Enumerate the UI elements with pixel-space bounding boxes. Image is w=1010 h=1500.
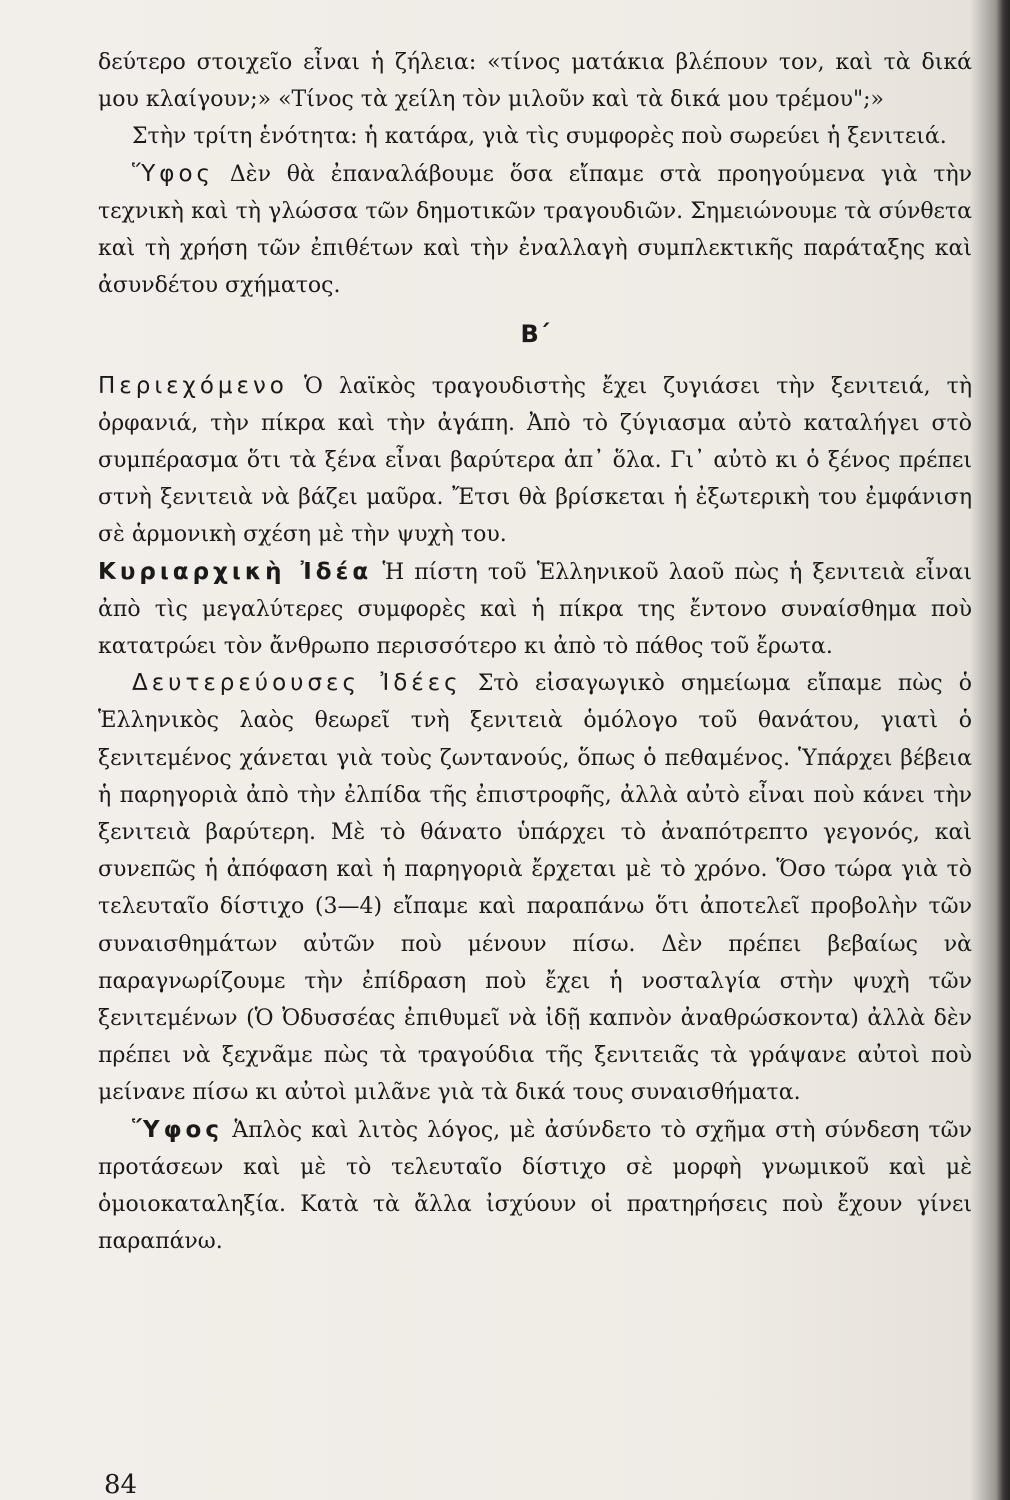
page-edge-shadow	[996, 0, 1010, 1500]
text-periexomeno: Ὁ λαϊκὸς τραγουδιστὴς ἔχει ζυγιάσει τὴν ξενιτειά, τὴ ὀρφανιά, τὴν πίκρα καὶ τὴν ἀγάπη. Ἀπὸ τὸ ζύγιασμα αὐτὸ καταλήγει στὸ συμπέρασμα ὅτι τὰ ξένα εἶναι βαρύτερα ἀπ᾽ ὅλα. Γι᾽ αὐτὸ κι ὁ ξένος πρέπει στνὴ ξενιτειὰ νὰ βάζει μαῦρα. Ἔτσι θὰ βρίσκεται ἡ ἐξωτερικὴ του ἐμφάνιση σὲ ἁρμονικὴ σχέση μὲ τὴν ψυχὴ του.	[98, 373, 972, 548]
page-body	[98, 44, 972, 1261]
section-letter: Β΄	[520, 320, 550, 349]
heading-yfos-a: Ὕφος	[132, 160, 215, 187]
page-number: 84	[104, 1470, 138, 1500]
heading-yfos-b: Ὕφος	[132, 1116, 223, 1143]
paragraph-periexomeno	[98, 368, 972, 554]
paragraph-yfos-b	[98, 1112, 972, 1261]
text-kyriarxiki: Ἡ πίστη τοῦ Ἑλληνικοῦ λαοῦ πὼς ἡ ξενιτειὰ εἶναι ἀπὸ τὶς μεγαλύτερες συμφορὲς καὶ ἡ πίκρα της ἔντονο συναίσθημα ποὺ κατατρώει τὸν ἄνθρωπο περισσότερο κι ἀπὸ τὸ πάθος τοῦ ἔρωτα.	[98, 559, 972, 660]
heading-kyriarxiki: Κυριαρχικὴ Ἰδέα	[98, 558, 373, 585]
text-yfos-a: Δὲν θὰ ἐπαναλάβουμε ὅσα εἴπαμε στὰ προηγούμενα γιὰ τὴν τεχνικὴ καὶ τὴ γλώσσα τῶν δημοτικῶν τραγουδιῶν. Σημειώνουμε τὰ σύνθετα καὶ τὴ χρήση τῶν ἐπιθέτων καὶ τὴν ἐναλλαγὴ συμπλεκτικῆς παράταξης καὶ ἀσυνδέτου σχήματος.	[98, 161, 972, 299]
text-yfos-b: Ἁπλὸς καὶ λιτὸς λόγος, μὲ ἀσύνδετο τὸ σχῆμα στὴ σύνδεση τῶν προτάσεων καὶ μὲ τὸ τελευταῖο δίστιχο σὲ μορφὴ γνωμικοῦ καὶ μὲ ὁμοιοκαταληξία. Κατὰ τὰ ἄλλα ἰσχύουν οἱ πρατηρήσεις ποὺ ἔχουν γίνει παραπάνω.	[98, 1117, 972, 1255]
paragraph-kyriarxiki	[98, 554, 972, 666]
heading-deutereuouses: Δευτερεύουσες Ἰδέες	[132, 670, 462, 697]
paragraph-deutereuouses	[98, 665, 972, 1111]
text-deutereuouses: Στὸ εἰσαγωγικὸ σημείωμα εἴπαμε πὼς ὁ Ἑλληνικὸς λαὸς θεωρεῖ τνὴ ξενιτειὰ ὁμόλογο τοῦ θανάτου, γιατὶ ὁ ξενιτεμένος χάνεται γιὰ τοὺς ζωντανούς, ὅπως ὁ πεθαμένος. Ὑπάρχει βέβεια ἡ παρηγοριὰ ἀπὸ τὴν ἐλπίδα τῆς ἐπιστροφῆς, ἀλλὰ αὐτὸ εἶναι ποὺ κάνει τὴν ξενιτειὰ βαρύτερη. Μὲ τὸ θάνατο ὑπάρχει τὸ ἀναπότρεπτο γεγονός, καὶ συνεπῶς ἡ ἀπόφαση καὶ ἡ παρηγοριὰ ἔρχεται μὲ τὸ χρόνο. Ὅσο τώρα γιὰ τὸ τελευταῖο δίστιχο (3—4) εἴπαμε καὶ παραπάνω ὅτι ἀποτελεῖ προβολὴν τῶν συναισθημάτων αὐτῶν ποὺ μένουν πίσω. Δὲν πρέπει βεβαίως νὰ παραγνωρίζουμε τὴν ἐπίδραση ποὺ ἔχει ἡ νοσταλγία στὴν ψυχὴ τῶν ξενιτεμένων (Ὁ Ὀδυσσέας ἐπιθυμεῖ νὰ ἰδῇ καπνὸν ἀναθρώσκοντα) ἀλλὰ δὲν πρέπει νὰ ξεχνᾶμε πὼς τὰ τραγούδια τῆς ξενιτειᾶς τὰ γράψανε αὐτοὶ ποὺ μείνανε πίσω κι αὐτοὶ μιλᾶνε γιὰ τὰ δικά τους συναισθήματα.	[98, 671, 973, 1106]
paragraph-intro-2: Στὴν τρίτη ἑνότητα: ἡ κατάρα, γιὰ τὶς συμφορὲς ποὺ σωρεύει ἡ ξενιτειά.	[132, 124, 947, 150]
paragraph-yfos-a	[98, 156, 972, 305]
paragraph-intro-1: δεύτερο στοιχεῖο εἶναι ἡ ζήλεια: «τίνος ματάκια βλέπουν τον, καὶ τὰ δικά μου κλαίγουν;» «Τίνος τὰ χείλη τὸν μιλοῦν καὶ τὰ δικά μου τρέμου";»	[98, 50, 972, 113]
heading-periexomeno: Περιεχόμενο	[98, 372, 288, 399]
